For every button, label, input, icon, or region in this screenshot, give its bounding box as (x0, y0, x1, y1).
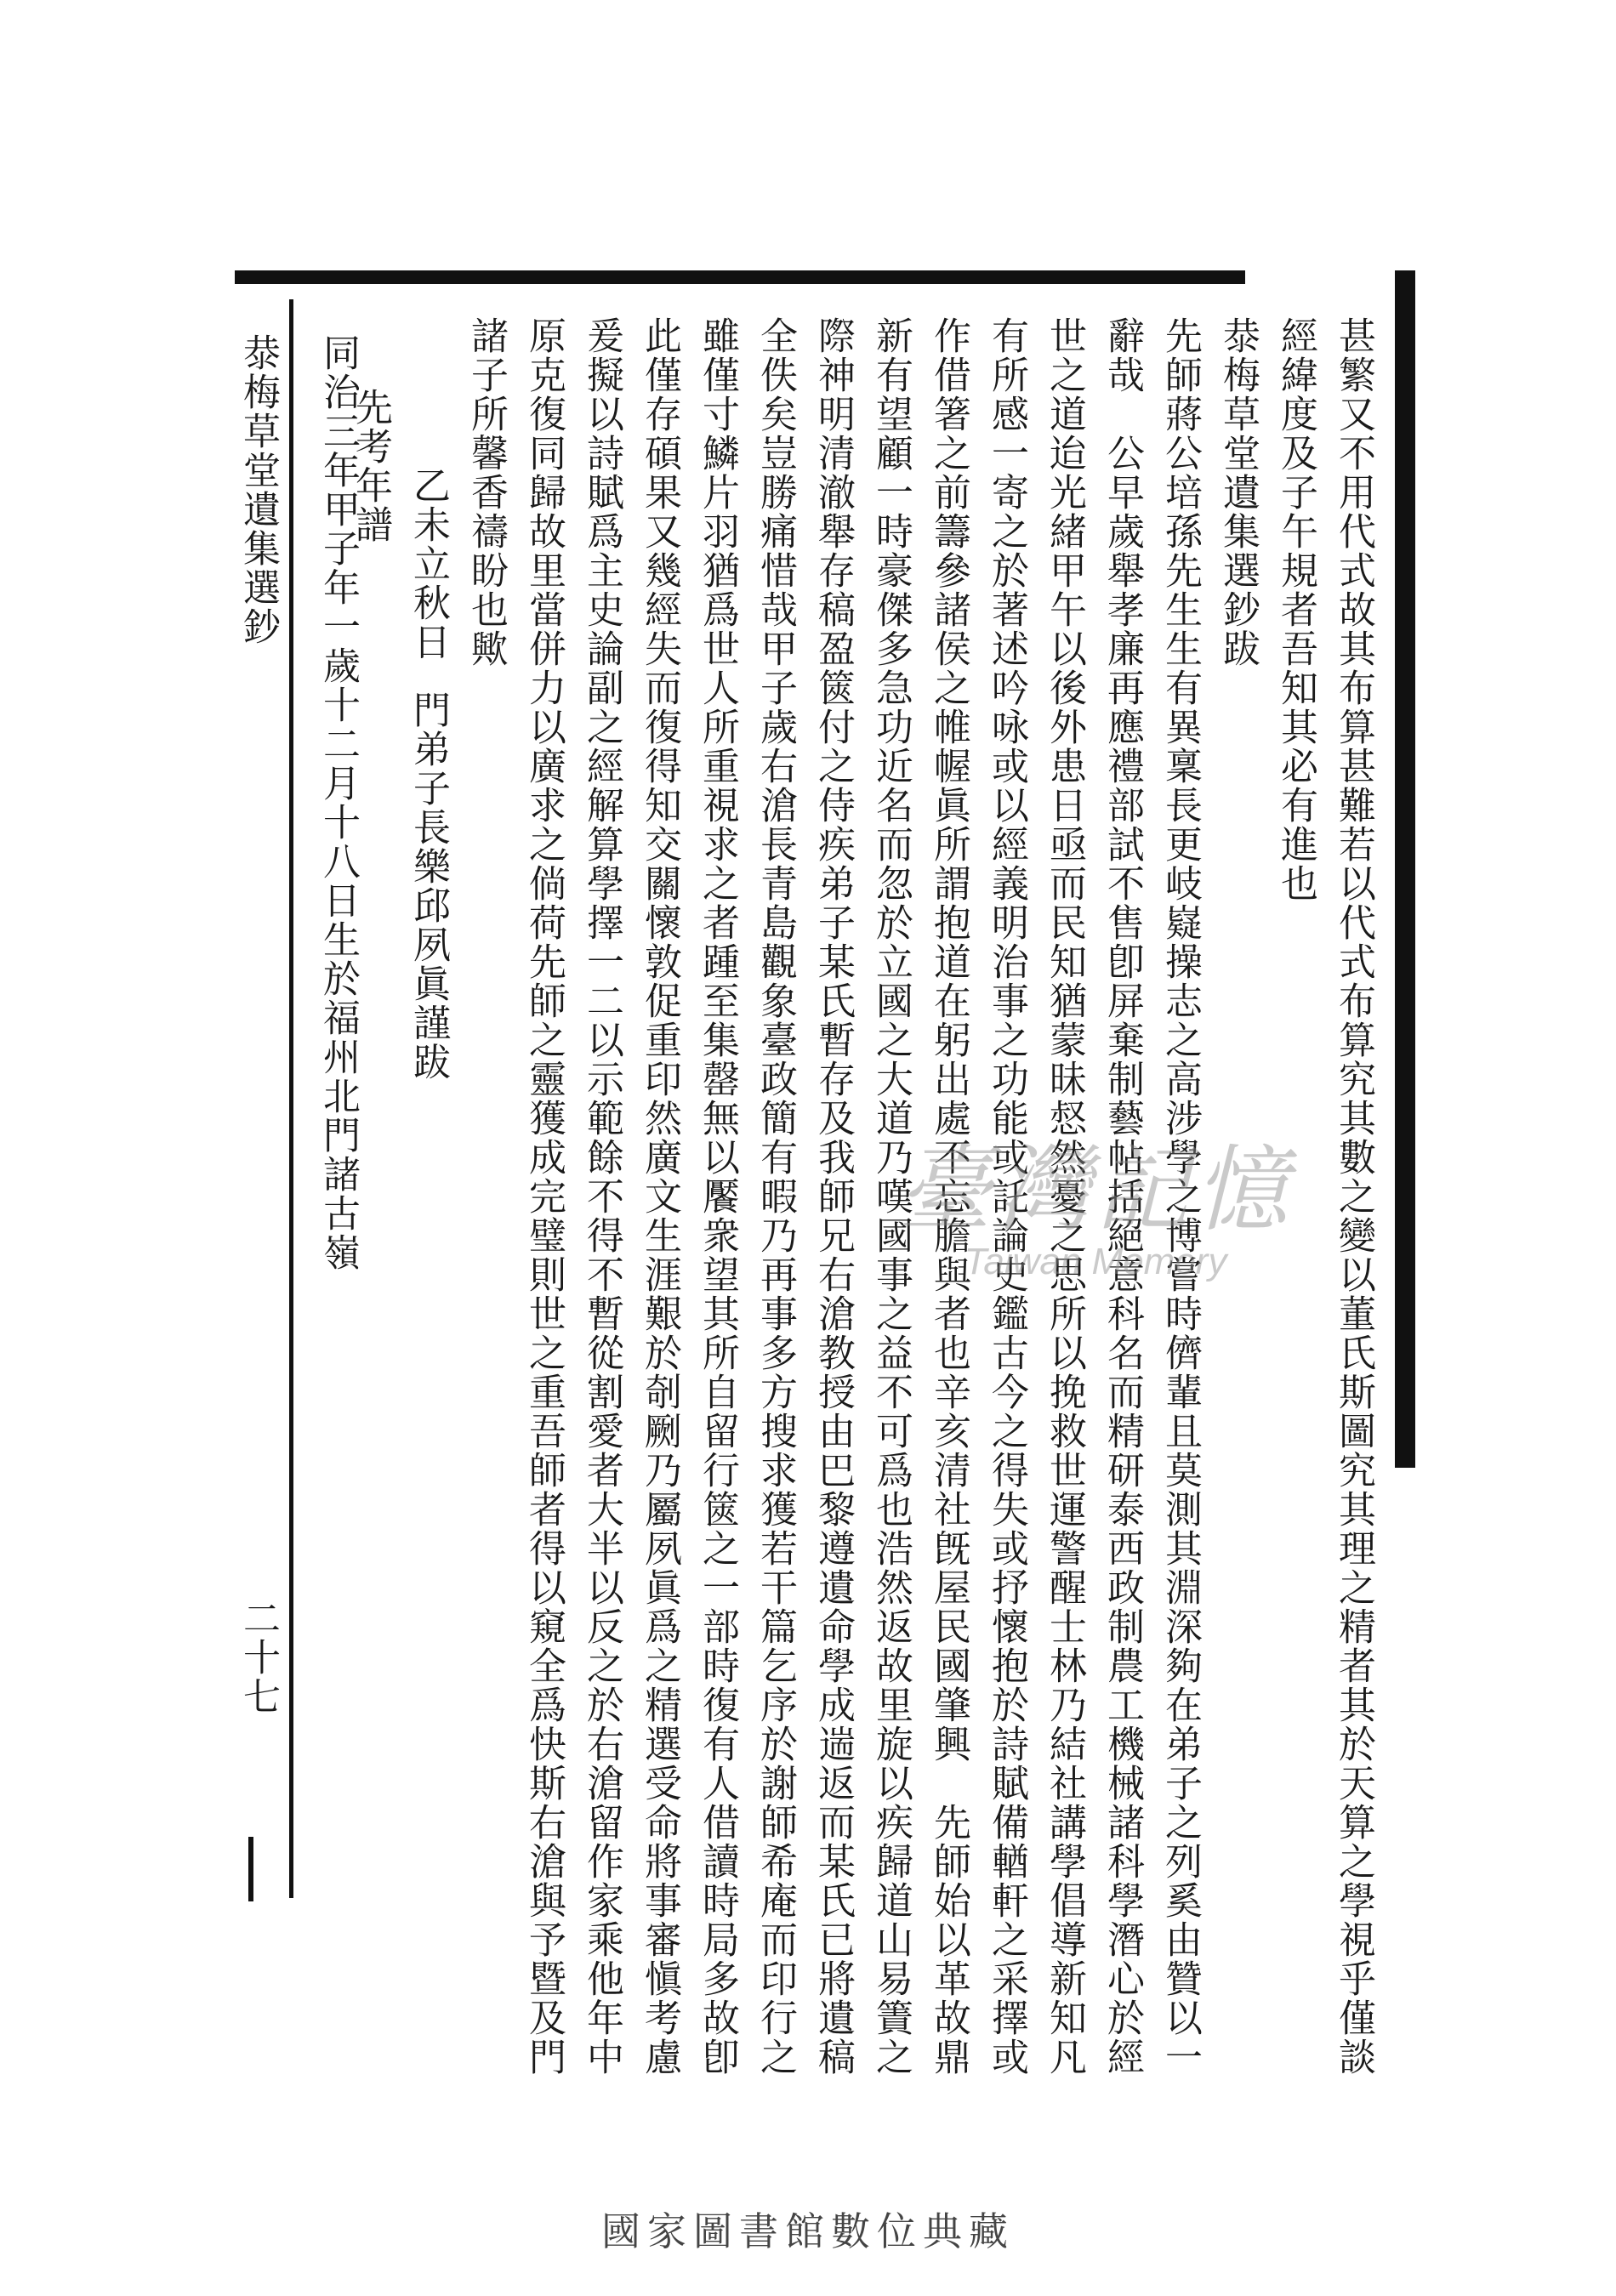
text-column-13: 此僅存碩果又幾經失而復得知交關懷敦促重印然廣文生涯艱於剞劂乃屬夙眞爲之精選受命將事審愼考慮 (638, 316, 681, 2077)
text-column-9: 新有望顧一時豪傑多急功近名而忽於立國之大道乃嘆國事之益不可爲也浩然返故里旋以疾歸道山易簀之 (869, 316, 913, 2077)
text-column-10: 際神明清澈舉存稿盈篋付之侍疾弟子某氏暫存及我師兄右滄教授由巴黎遵遺命學成遄返而某氏已將遺稿 (811, 316, 855, 2077)
text-column-16: 諸子所馨香禱盼也歟 (464, 316, 508, 668)
text-column-1: 甚繁又不用代式故其布算甚難若以代式布算究其數之變以董氏斯圖究其理之精者其於天算之學視乎僅談 (1332, 316, 1375, 2077)
margin-page-number: 二十七 (236, 1599, 280, 1716)
text-column-6: 世之道迨光緒甲午以後外患日亟而民知猶蒙昧惄然憂之思所以挽救世運警醒士林乃結社講學倡導新知凡 (1043, 316, 1086, 2077)
text-column-12: 雖僅寸鱗片羽猶爲世人所重視求之者踵至集罄無以饜衆望其所自留行篋之一部時復有人借讀時局多故卽 (696, 316, 739, 2077)
text-column-5: 辭哉 公早歲舉孝廉再應禮部試不售卽屏棄制藝帖括絕意科名而精研泰西政制農工機械諸科學潛心於經 (1101, 316, 1144, 2077)
text-column-2: 經緯度及子午規者吾知其必有進也 (1274, 316, 1317, 903)
watermark-chinese: 臺灣記憶 (898, 1135, 1293, 1244)
text-column-11: 全佚矣豈勝痛惜哉甲子歲右滄長青島觀象臺政簡有暇乃再事多方搜求獲若干篇乞序於謝師希庵而印行之 (754, 316, 797, 2077)
page-border-right (1395, 270, 1415, 1468)
chronology-entry: 同治三年甲子年一歲十二月十八日生於福州北門諸古嶺 (316, 333, 360, 1272)
margin-book-title: 㳟梅草堂遺集選鈔 (236, 333, 280, 646)
postscript-signature: 門弟子長樂邱夙眞謹跋 (407, 691, 450, 1082)
library-footer: 國家圖書館數位典藏 (601, 2208, 1015, 2254)
watermark-english: Taiwan Memory (964, 1241, 1227, 1282)
section-title: 㳟梅草堂遺集選鈔跋 (1216, 316, 1260, 668)
text-column-15: 原克復同歸故里當併力以廣求之倘荷先師之靈獲成完璧則世之重吾師者得以窺全爲快斯右滄與予暨及門 (522, 316, 566, 2077)
text-column-7: 有所感一寄之於著述吟咏或以經義明治事之功能或託論史鑑古今之得失或抒懷抱於詩賦備輶軒之采擇或 (985, 316, 1028, 2077)
postscript-date: 乙未立秋日 (407, 466, 450, 662)
margin-fishtail-mark (248, 1837, 253, 1901)
page-border-left (289, 299, 293, 1898)
text-column-4: 先師蔣公培孫先生生有異稟長更岐嶷操志之高涉學之博嘗時儕輩且莫測其淵深夠在弟子之列奚由贊以一 (1158, 316, 1202, 2077)
text-column-8: 作借箸之前籌參諸侯之帷幄眞所謂抱道在躬出處不忘膽與者也辛亥清社旣屋民國肇興 先師始以革故鼎 (927, 316, 970, 2077)
taiwan-memory-watermark (857, 1114, 1334, 1284)
chronology-heading: 先考年譜 (349, 388, 392, 544)
page-border-top (235, 270, 1245, 284)
text-column-14: 爰擬以詩賦爲主史論副之經解算學擇一二以示範餘不得不暫從割愛者大半以反之於右滄留作家乘他年中 (580, 316, 623, 2077)
